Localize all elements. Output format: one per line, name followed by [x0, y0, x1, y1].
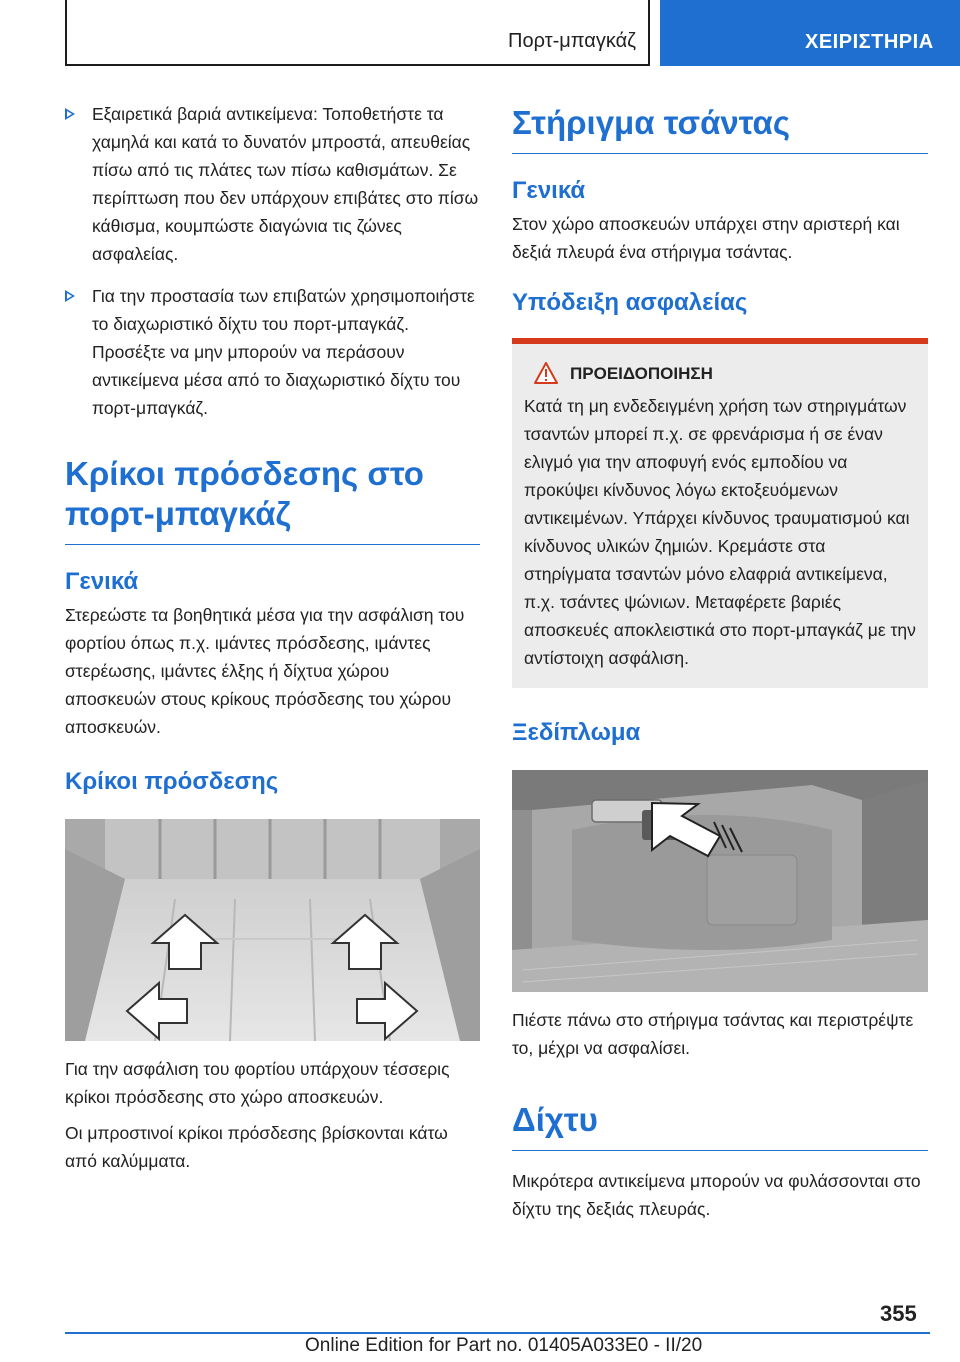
warning-text: Κατά τη μη ενδεδειγμένη χρήση των στηριγμάτων τσαντών μπορεί π.χ. σε φρενάρισμα ή σε έναν ελιγμό για την αποφυγή ενός εμποδίου να προκύψει κίνδυνος λόγω εκτοξευόμενων αντικειμένων. Υπάρχει κίνδυνος τραυματισμού και κίνδυνος υλικών ζημιών. Κρεμάστε στα στηρίγματα τσαντών μόνο ελαφριά αντικείμενα, π.χ. τσάντες ψώνιων. Μεταφέρετε βαριές αποσκευές αποκλειστικά στο πορτ-μπαγκάζ με την αντίστοιχη ασφάλιση.	[524, 396, 916, 668]
safety-heading: Υπόδειξη ασφαλείας	[512, 289, 748, 316]
header-section-tab	[65, 0, 650, 66]
page-number: 355	[880, 1301, 917, 1326]
rings-paragraph-1: Για την ασφάλιση του φορτίου υπάρχουν τέσσερις κρίκοι πρόσδεσης στο χώρο αποσκευών.	[65, 1059, 450, 1107]
warning-triangle-icon	[534, 362, 558, 384]
header-chapter-tab	[660, 0, 960, 66]
header-section-label: Πορτ-μπαγκάζ	[508, 30, 636, 52]
left-column	[65, 100, 480, 1175]
header-chapter-label: ΧΕΙΡΙΣΤΗΡΙΑ	[805, 31, 934, 53]
bullet-text: Εξαιρετικά βαριά αντικείμενα: Τοποθετήστε τα χαμηλά και κατά το δυνατόν μπροστά, απευθείας πίσω από τις πλάτες των πίσω καθισμάτων. Σε περίπτωση που δεν υπάρχουν επιβάτες στο πίσω κάθισμα, κουμπώστε διαγώνια τις ζώνες ασφαλείας.	[92, 104, 479, 264]
right-column	[512, 103, 928, 1223]
bullet-text: Για την προστασία των επιβατών χρησιμοποιήστε το διαχωριστικό δίχτυ του πορτ-μπαγκάζ. Προσέξτε να μην μπορούν να περάσουν αντικείμενα μέσα από το διαχωριστικό δίχτυ του πορτ-μπαγκάζ.	[92, 286, 475, 418]
bag-hook-photo	[512, 770, 928, 992]
trunk-floor-photo	[65, 819, 480, 1041]
general-heading-right: Γενικά	[512, 177, 586, 204]
rings-heading: Κρίκοι πρόσδεσης	[65, 768, 279, 795]
general-heading: Γενικά	[65, 568, 139, 595]
rings-paragraph-2: Οι μπροστινοί κρίκοι πρόσδεσης βρίσκονται κάτω από καλύμματα.	[65, 1123, 448, 1171]
triangle-bullet-icon	[65, 108, 75, 120]
section-title-rings: Κρίκοι πρόσδεσης στο πορτ-μπαγκάζ	[65, 454, 480, 545]
general-paragraph-right: Στον χώρο αποσκευών υπάρχει στην αριστερή και δεξιά πλευρά ένα στήριγμα τσάντας.	[512, 214, 900, 262]
net-paragraph: Μικρότερα αντικείμενα μπορούν να φυλάσσονται στο δίχτυ της δεξιάς πλευράς.	[512, 1171, 921, 1219]
footer-divider	[65, 1332, 930, 1334]
warning-box	[512, 338, 928, 688]
general-paragraph: Στερεώστε τα βοηθητικά μέσα για την ασφάλιση του φορτίου όπως π.χ. ιμάντες πρόσδεσης, ιμάντες στερέωσης, ιμάντες έλξης ή δίχτυα χώρου αποσκευών στους κρίκους πρόσδεσης του χώρου αποσκευών.	[65, 605, 465, 737]
bullet-item	[65, 282, 480, 422]
bullet-item	[65, 100, 480, 268]
warning-title: ΠΡΟΕΙΔΟΠΟΙΗΣΗ	[524, 362, 916, 386]
triangle-bullet-icon	[65, 290, 75, 302]
section-title-bag-hook: Στήριγμα τσάντας	[512, 103, 928, 154]
section-title-net: Δίχτυ	[512, 1100, 928, 1151]
unfold-paragraph: Πιέστε πάνω στο στήριγμα τσάντας και περιστρέψτε το, μέχρι να ασφαλίσει.	[512, 1010, 914, 1058]
footer-edition: Online Edition for Part no. 01405A033E0 - II/20	[305, 1335, 703, 1356]
unfold-heading: Ξεδίπλωμα	[512, 719, 641, 746]
